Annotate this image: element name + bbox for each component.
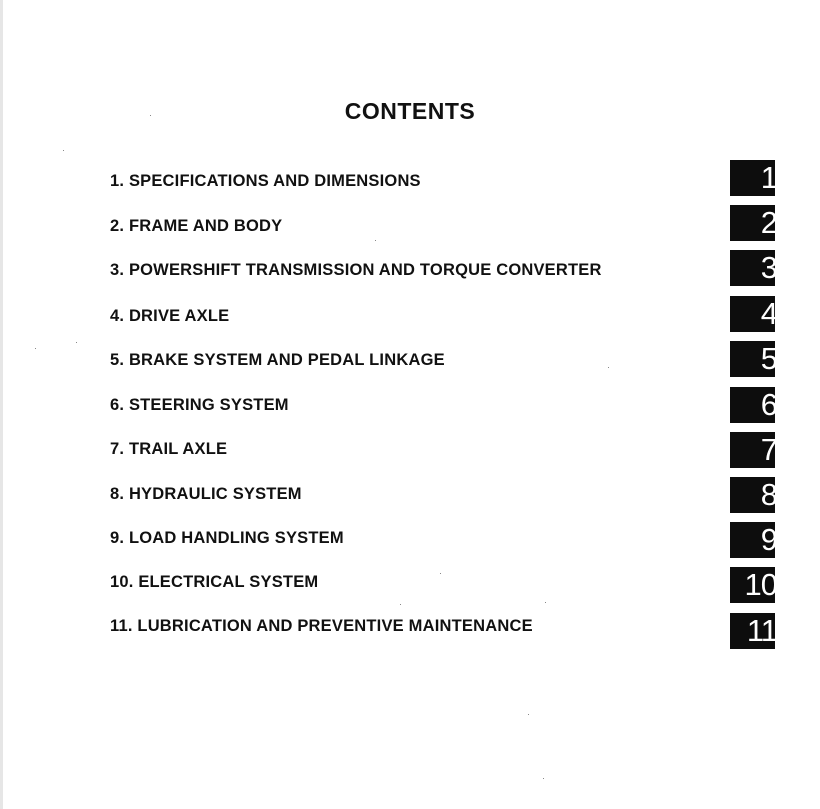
scan-speck <box>35 348 36 349</box>
toc-entry-brake-system[interactable]: 5. BRAKE SYSTEM AND PEDAL LINKAGE <box>110 351 445 369</box>
scan-speck <box>440 573 441 574</box>
scan-speck <box>76 342 77 343</box>
section-tab-9[interactable] <box>730 522 775 558</box>
section-tab-number: 7 <box>760 432 777 467</box>
section-tab-number: 8 <box>760 477 777 512</box>
scan-speck <box>400 604 401 605</box>
section-tab-number: 2 <box>760 205 777 240</box>
section-tab-1[interactable] <box>730 160 775 196</box>
scan-speck <box>608 367 609 368</box>
section-tab-3[interactable] <box>730 250 775 286</box>
toc-entry-load-handling[interactable]: 9. LOAD HANDLING SYSTEM <box>110 529 344 547</box>
scan-speck <box>545 602 546 603</box>
section-tab-10[interactable] <box>730 567 775 603</box>
section-tab-number: 4 <box>760 296 777 331</box>
scan-speck <box>543 778 544 779</box>
section-tab-number: 1 <box>760 160 777 195</box>
toc-entry-steering-system[interactable]: 6. STEERING SYSTEM <box>110 396 289 414</box>
section-tab-7[interactable] <box>730 432 775 468</box>
scan-speck <box>375 240 376 241</box>
toc-entry-hydraulic-system[interactable]: 8. HYDRAULIC SYSTEM <box>110 485 302 503</box>
toc-entry-drive-axle[interactable]: 4. DRIVE AXLE <box>110 307 230 325</box>
section-tab-number: 10 <box>744 567 777 602</box>
section-tab-5[interactable] <box>730 341 775 377</box>
section-tab-number: 6 <box>760 387 777 422</box>
section-tab-8[interactable] <box>730 477 775 513</box>
section-tab-2[interactable] <box>730 205 775 241</box>
section-tab-6[interactable] <box>730 387 775 423</box>
section-tab-number: 11 <box>746 613 777 648</box>
toc-entry-specifications[interactable]: 1. SPECIFICATIONS AND DIMENSIONS <box>110 172 421 190</box>
section-tab-number: 3 <box>760 250 777 285</box>
section-tab-number: 5 <box>760 341 777 376</box>
toc-entry-lubrication-maintenance[interactable]: 11. LUBRICATION AND PREVENTIVE MAINTENANCE <box>110 617 533 635</box>
toc-entry-frame-body[interactable]: 2. FRAME AND BODY <box>110 217 283 235</box>
scan-speck <box>150 115 151 116</box>
section-tab-11[interactable] <box>730 613 775 649</box>
scan-speck <box>528 714 529 715</box>
toc-entry-trail-axle[interactable]: 7. TRAIL AXLE <box>110 440 228 458</box>
page-title: CONTENTS <box>344 98 476 124</box>
scan-speck <box>63 150 64 151</box>
section-tab-4[interactable] <box>730 296 775 332</box>
toc-entry-electrical-system[interactable]: 10. ELECTRICAL SYSTEM <box>110 573 319 591</box>
toc-entry-powershift-transmission[interactable]: 3. POWERSHIFT TRANSMISSION AND TORQUE CONVERTER <box>110 261 602 279</box>
section-tab-number: 9 <box>760 522 777 557</box>
